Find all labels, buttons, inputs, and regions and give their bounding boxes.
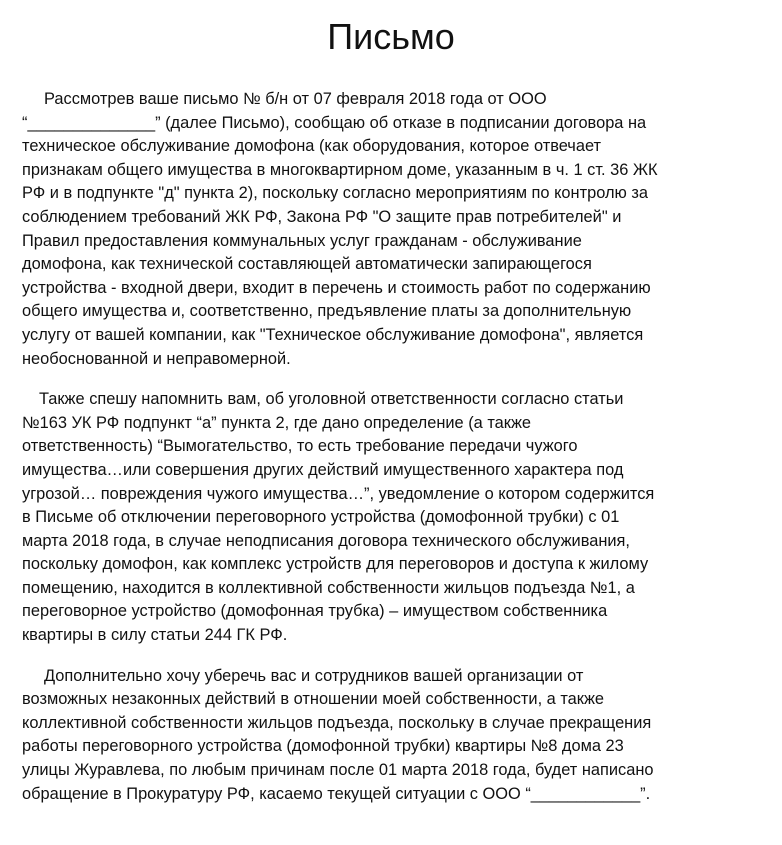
- text-line: общего имущества и, соответственно, предъявление платы за дополнительную: [22, 302, 632, 321]
- text-line: коллективной собственности жильцов подъезда, поскольку в случае прекращения: [22, 713, 652, 732]
- text-line: марта 2018 года, в случае неподписания договора технического обслуживания,: [22, 531, 630, 550]
- text-line: “______________” (далее Письмо), сообщаю об отказе в подписании договора на: [22, 113, 647, 132]
- text-line: услугу от вашей компании, как "Техническое обслуживание домофона", является: [22, 325, 644, 344]
- text-line: устройства - входной двери, входит в перечень и стоимость работ по содержанию: [22, 278, 651, 297]
- text-line: работы переговорного устройства (домофонной трубки) квартиры №8 дома 23: [22, 737, 624, 756]
- text-line: возможных незаконных действий в отношении моей собственности, а также: [22, 690, 605, 709]
- text-line: техническое обслуживание домофона (как оборудования, которое отвечает: [22, 137, 602, 156]
- text-line: обращение в Прокуратуру РФ, касаемо текущей ситуации с ООО “____________”.: [22, 784, 651, 803]
- text-line: угрозой… повреждения чужого имущества…”, уведомление о котором содержится: [22, 484, 655, 503]
- text-line: улицы Журавлева, по любым причинам после 01 марта 2018 года, будет написано: [22, 761, 654, 780]
- text-line: соблюдением требований ЖК РФ, Закона РФ "О защите прав потребителей" и: [22, 207, 622, 226]
- text-line: №163 УК РФ подпункт “а” пункта 2, где дано определение (а также: [22, 413, 532, 432]
- text-line: признакам общего имущества в многоквартирном доме, указанным в ч. 1 ст. 36 ЖК: [22, 160, 658, 179]
- text-line: имущества…или совершения других действий имущественного характера под: [22, 460, 624, 479]
- text-line: поскольку домофон, как комплекс устройств для переговоров и доступа к жилому: [22, 555, 649, 574]
- text-line: Также спешу напомнить вам, об уголовной ответственности согласно статьи: [39, 390, 624, 409]
- text-line: Правил предоставления коммунальных услуг гражданам - обслуживание: [22, 231, 582, 250]
- text-line: домофона, как технической составляющей автоматически запирающегося: [22, 255, 592, 274]
- text-line: РФ и в подпункте "д" пункта 2), поскольку согласно мероприятиям по контролю за: [22, 184, 649, 203]
- text-line: необоснованной и неправомерной.: [22, 349, 291, 368]
- text-line: помещению, находится в коллективной собственности жильцов подъезда №1, а: [22, 578, 635, 597]
- text-line: Дополнительно хочу уберечь вас и сотрудников вашей организации от: [44, 666, 584, 685]
- text-line: квартиры в силу статьи 244 ГК РФ.: [22, 626, 288, 645]
- letter-body: [22, 88, 767, 806]
- paragraph-criminal-liability: [22, 388, 767, 648]
- text-line: переговорное устройство (домофонная трубка) – имуществом собственника: [22, 602, 608, 621]
- paragraph-refusal: [22, 88, 767, 371]
- text-line: в Письме об отключении переговорного устройства (домофонной трубки) с 01: [22, 508, 620, 527]
- paragraph-warning: [22, 665, 767, 807]
- text-line: Рассмотрев ваше письмо № б/н от 07 февраля 2018 года от ООО: [44, 90, 547, 108]
- text-line: ответственность) “Вымогательство, то есть требование передачи чужого: [22, 437, 578, 456]
- page-title: Письмо: [327, 16, 455, 57]
